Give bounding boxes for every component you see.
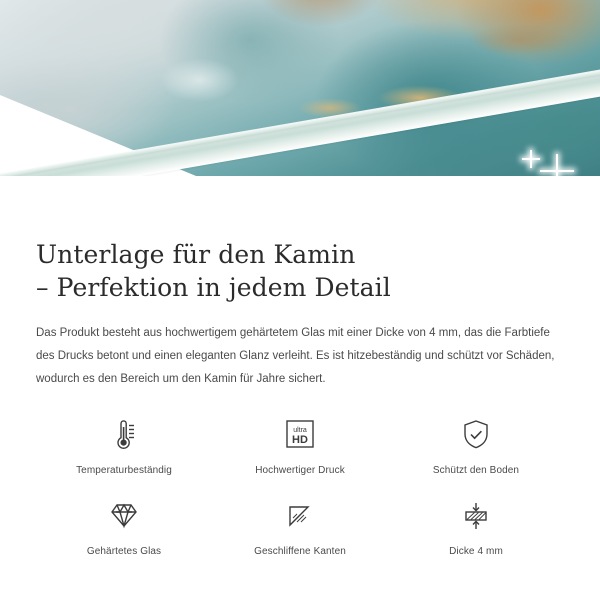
- svg-text:ultra: ultra: [293, 427, 307, 434]
- polished-edges-icon: [270, 494, 330, 538]
- thickness-icon: [446, 494, 506, 538]
- feature-label: Dicke 4 mm: [449, 546, 503, 557]
- feature-label: Temperaturbeständig: [76, 465, 172, 476]
- feature-grid: [36, 413, 564, 557]
- ultra-hd-icon: [270, 413, 330, 457]
- page-title-line-1: Unterlage für den Kamin: [36, 240, 356, 269]
- hero-bottom-mask: [0, 176, 600, 210]
- feature-item: [388, 494, 564, 557]
- shield-check-icon: [446, 413, 506, 457]
- thermometer-icon: [94, 413, 154, 457]
- page-title: [36, 238, 564, 304]
- diamond-icon: [94, 494, 154, 538]
- feature-item: [388, 413, 564, 476]
- feature-item: [212, 494, 388, 557]
- page-title-line-2: – Perfektion in jedem Detail: [36, 273, 391, 302]
- feature-label: Hochwertiger Druck: [255, 465, 345, 476]
- feature-label: Schützt den Boden: [432, 465, 520, 476]
- product-hero-image: [0, 0, 600, 210]
- svg-text:HD: HD: [292, 434, 308, 446]
- description-content: [0, 210, 600, 557]
- feature-label: Gehärtetes Glas: [86, 546, 162, 557]
- description-paragraph: Das Produkt besteht aus hochwertigem gehärtetem Glas mit einer Dicke von 4 mm, das die Farbtiefe des Drucks betont und einen eleganten Glanz verleiht. Es ist hitzebeständig und schützt vor Schäden, wodurch es den Bereich um den Kamin für Jahre sichert.: [36, 327, 555, 385]
- feature-label: Geschliffene Kanten: [254, 546, 346, 557]
- feature-item: [212, 413, 388, 476]
- feature-item: [36, 494, 212, 557]
- feature-item: [36, 413, 212, 476]
